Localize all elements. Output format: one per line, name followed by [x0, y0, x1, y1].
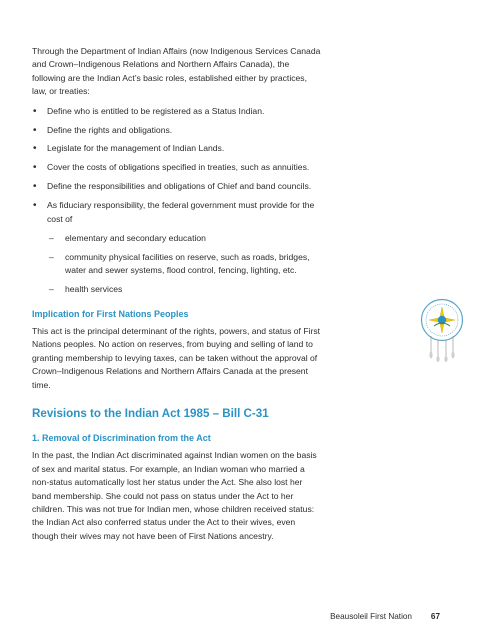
cost-items-list: [47, 232, 322, 297]
list-item: – health services: [47, 283, 322, 296]
page-number: 67: [430, 612, 440, 621]
implication-heading: Implication for First Nations Peoples: [32, 308, 189, 319]
list-item: • Define who is entitled to be registered as a Status Indian.: [32, 105, 322, 118]
intro-paragraph: Through the Department of Indian Affairs (now Indigenous Services Canada and Crown–Indigenous Relations and Northern Affairs Canada), the following are the Indian Act’s basic roles, established either by practices, law, or treaties:: [32, 46, 321, 97]
list-item: • Legislate for the management of Indian Lands.: [32, 142, 322, 155]
removal-heading: 1. Removal of Discrimination from the Act: [32, 433, 211, 444]
revisions-heading: Revisions to the Indian Act 1985 – Bill C-31: [32, 407, 269, 421]
list-item: – elementary and secondary education: [47, 232, 322, 245]
beausoleil-first-nation-seal-icon: [420, 298, 464, 362]
fiduciary-text: As fiduciary responsibility, the federal government must provide for the cost of: [47, 200, 315, 224]
implication-paragraph: This act is the principal determinant of the rights, powers, and status of First Nations peoples. No action on reserves, from buying and selling of land to granting membership to levying taxes, can be taken without the approval of Crown–Indigenous Relations and Northern Affairs Canada at the present time.: [32, 326, 321, 390]
list-item: • Define the responsibilities and obligations of Chief and band councils.: [32, 180, 322, 193]
list-item: [32, 199, 322, 296]
page-content: [32, 45, 322, 547]
footer-organization: Beausoleil First Nation: [330, 612, 412, 621]
list-item: • Define the rights and obligations.: [32, 124, 322, 137]
roles-list: [32, 105, 322, 297]
list-item: – community physical facilities on reserve, such as roads, bridges, water and sewer systems, flood control, fencing, lighting, etc.: [47, 251, 322, 278]
list-item: • Cover the costs of obligations specified in treaties, such as annuities.: [32, 161, 322, 174]
removal-paragraph: In the past, the Indian Act discriminated against Indian women on the basis of sex and marital status. For example, an Indian woman who married a non-status automatically lost her status under the Act. She also lost her band membership. She could not pass on status under the Act to her children. This was not true for Indian men, whose children received status: the Indian Act also conferred status under the Act to their wives, even though their wives may not have been of First Nations ancestry.: [32, 450, 317, 541]
